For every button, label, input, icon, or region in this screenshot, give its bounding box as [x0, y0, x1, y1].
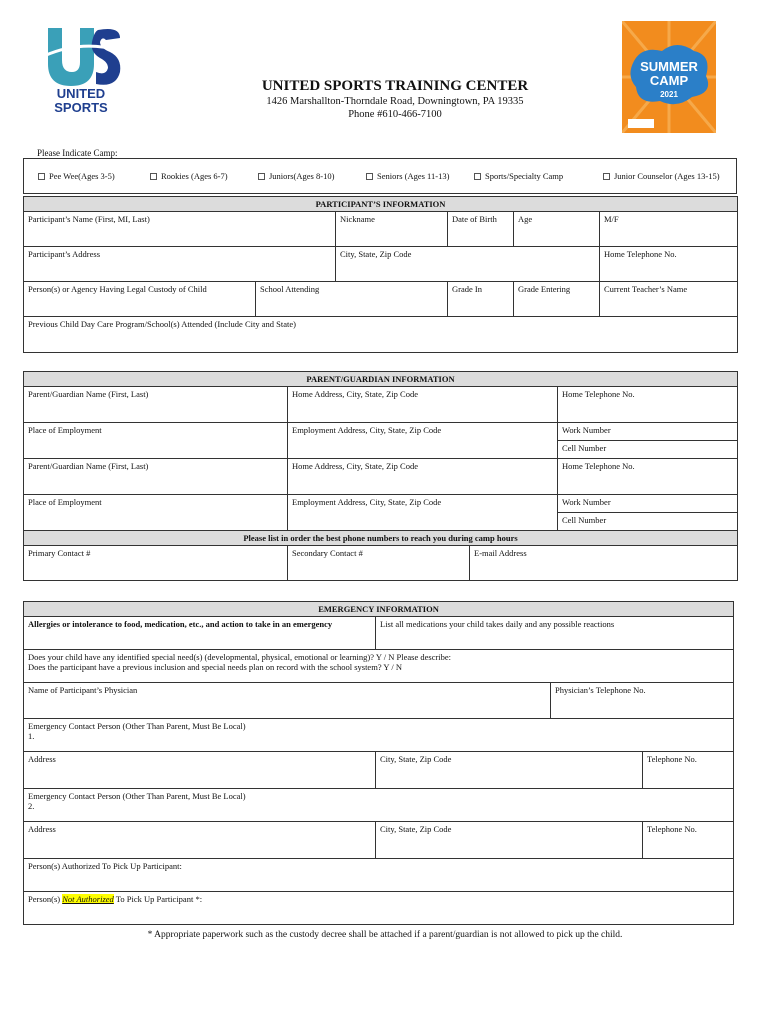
physician-phone-field[interactable]: Physician’s Telephone No. — [551, 683, 734, 719]
united-sports-logo — [40, 20, 122, 115]
grade-in-field[interactable]: Grade In — [448, 282, 514, 317]
parent2-employment-field[interactable]: Place of Employment — [24, 495, 288, 531]
parent1-name-field[interactable]: Parent/Guardian Name (First, Last) — [24, 387, 288, 423]
participant-city-field[interactable]: City, State, Zip Code — [336, 247, 600, 282]
camp-option-rookies[interactable]: Rookies (Ages 6-7) — [150, 171, 228, 181]
nickname-field[interactable]: Nickname — [336, 212, 448, 247]
parent-heading: PARENT/GUARDIAN INFORMATION — [24, 372, 738, 387]
checkbox-icon[interactable] — [258, 173, 265, 180]
center-phone: Phone #610-466-7100 — [348, 109, 442, 120]
contact1-address-field[interactable]: Address — [24, 752, 376, 789]
parent1-home-phone-field[interactable]: Home Telephone No. — [558, 387, 738, 423]
age-field[interactable]: Age — [514, 212, 600, 247]
special-needs-q2: Does the participant have a previous inclusion and special needs plan on record with the school system? Y / N — [28, 662, 402, 673]
parent1-employment-field[interactable]: Place of Employment — [24, 423, 288, 459]
checkbox-icon[interactable] — [603, 173, 610, 180]
emergency-contact-2-label: Emergency Contact Person (Other Than Parent, Must Be Local) — [28, 791, 246, 802]
parent1-cell-field[interactable]: Cell Number — [558, 441, 738, 459]
center-address: 1426 Marshallton-Thorndale Road, Downingtown, PA 19335 — [266, 96, 524, 107]
camp-prompt: Please Indicate Camp: — [37, 148, 118, 158]
parent2-work-field[interactable]: Work Number — [558, 495, 738, 513]
gender-field[interactable]: M/F — [600, 212, 738, 247]
emergency-contact-1-number: 1. — [28, 731, 35, 742]
contact1-split — [376, 752, 734, 789]
summer-camp-badge — [622, 21, 716, 133]
allergies-field[interactable]: Allergies or intolerance to food, medication, etc., and action to take in an emergency — [24, 617, 376, 650]
grade-entering-field[interactable]: Grade Entering — [514, 282, 600, 317]
contact-heading: Please list in order the best phone numbers to reach you during camp hours — [24, 531, 738, 546]
checkbox-icon[interactable] — [150, 173, 157, 180]
checkbox-icon[interactable] — [38, 173, 45, 180]
parent2-name-field[interactable]: Parent/Guardian Name (First, Last) — [24, 459, 288, 495]
parent2-cell-field[interactable]: Cell Number — [558, 513, 738, 531]
participant-address-field[interactable]: Participant’s Address — [24, 247, 336, 282]
school-field[interactable]: School Attending — [256, 282, 448, 317]
emergency-contact-1-label: Emergency Contact Person (Other Than Parent, Must Be Local) — [28, 721, 246, 732]
emergency-contact-2-field[interactable] — [24, 789, 734, 822]
camp-option-specialty[interactable]: Sports/Specialty Camp — [474, 171, 563, 181]
dob-field[interactable]: Date of Birth — [448, 212, 514, 247]
emergency-contact-2-number: 2. — [28, 801, 35, 812]
camp-option-seniors[interactable]: Seniors (Ages 11-13) — [366, 171, 449, 181]
primary-contact-field[interactable]: Primary Contact # — [24, 546, 288, 581]
parent2-emp-address-field[interactable]: Employment Address, City, State, Zip Code — [288, 495, 558, 531]
logo-text-bottom: SPORTS — [54, 100, 108, 115]
badge-line2: CAMP — [649, 73, 689, 88]
parent-table — [23, 371, 738, 581]
footnote: * Appropriate paperwork such as the custody decree shall be attached if a parent/guardian is not allowed to pick up the child. — [147, 930, 623, 940]
camp-option-juniors[interactable]: Juniors(Ages 8-10) — [258, 171, 334, 181]
contact2-address-field[interactable]: Address — [24, 822, 376, 859]
badge-year: 2021 — [660, 90, 678, 99]
parent2-home-phone-field[interactable]: Home Telephone No. — [558, 459, 738, 495]
camp-option-pee-wee[interactable]: Pee Wee(Ages 3-5) — [38, 171, 115, 181]
checkbox-icon[interactable] — [366, 173, 373, 180]
not-auth-highlight: Not Authorized — [62, 894, 114, 905]
custody-field[interactable]: Person(s) or Agency Having Legal Custody of Child — [24, 282, 256, 317]
medications-field[interactable]: List all medications your child takes daily and any possible reactions — [376, 617, 734, 650]
contact1-city-field[interactable]: City, State, Zip Code — [376, 752, 643, 788]
badge-line1: SUMMER — [640, 59, 698, 74]
contact1-phone-field[interactable]: Telephone No. — [647, 754, 697, 765]
contact2-phone-field[interactable]: Telephone No. — [647, 824, 697, 835]
logo-text-top: UNITED — [56, 86, 106, 101]
contact2-split — [376, 822, 734, 859]
participant-table — [23, 196, 738, 353]
emergency-heading: EMERGENCY INFORMATION — [24, 602, 734, 617]
not-auth-suffix: To Pick Up Participant *: — [113, 894, 203, 905]
camp-option-junior-counselor[interactable]: Junior Counselor (Ages 13-15) — [603, 171, 720, 181]
parent2-home-address-field[interactable]: Home Address, City, State, Zip Code — [288, 459, 558, 495]
emergency-table — [23, 601, 734, 925]
previous-program-field[interactable]: Previous Child Day Care Program/School(s) Attended (Include City and State) — [24, 317, 738, 353]
parent1-work-field[interactable]: Work Number — [558, 423, 738, 441]
participant-name-field[interactable]: Participant’s Name (First, MI, Last) — [24, 212, 336, 247]
contact2-city-field[interactable]: City, State, Zip Code — [376, 822, 643, 858]
checkbox-icon[interactable] — [474, 173, 481, 180]
parent1-emp-address-field[interactable]: Employment Address, City, State, Zip Code — [288, 423, 558, 459]
participant-home-phone-field[interactable]: Home Telephone No. — [600, 247, 738, 282]
physician-field[interactable]: Name of Participant’s Physician — [24, 683, 551, 719]
secondary-contact-field[interactable]: Secondary Contact # — [288, 546, 470, 581]
special-needs-q1: Does your child have any identified special need(s) (developmental, physical, emotional or learning)? Y / N Please describe: — [28, 652, 452, 663]
email-field[interactable]: E-mail Address — [470, 546, 738, 581]
emergency-contact-1-field[interactable] — [24, 719, 734, 752]
authorized-pickup-field[interactable]: Person(s) Authorized To Pick Up Participant: — [24, 859, 734, 892]
not-auth-prefix: Person(s) — [28, 894, 63, 905]
special-needs-field[interactable] — [24, 650, 734, 683]
teacher-field[interactable]: Current Teacher’s Name — [600, 282, 738, 317]
participant-heading: PARTICIPANT’S INFORMATION — [24, 197, 738, 212]
not-authorized-pickup-field[interactable] — [24, 892, 734, 925]
parent1-home-address-field[interactable]: Home Address, City, State, Zip Code — [288, 387, 558, 423]
page-title: UNITED SPORTS TRAINING CENTER — [261, 78, 529, 94]
